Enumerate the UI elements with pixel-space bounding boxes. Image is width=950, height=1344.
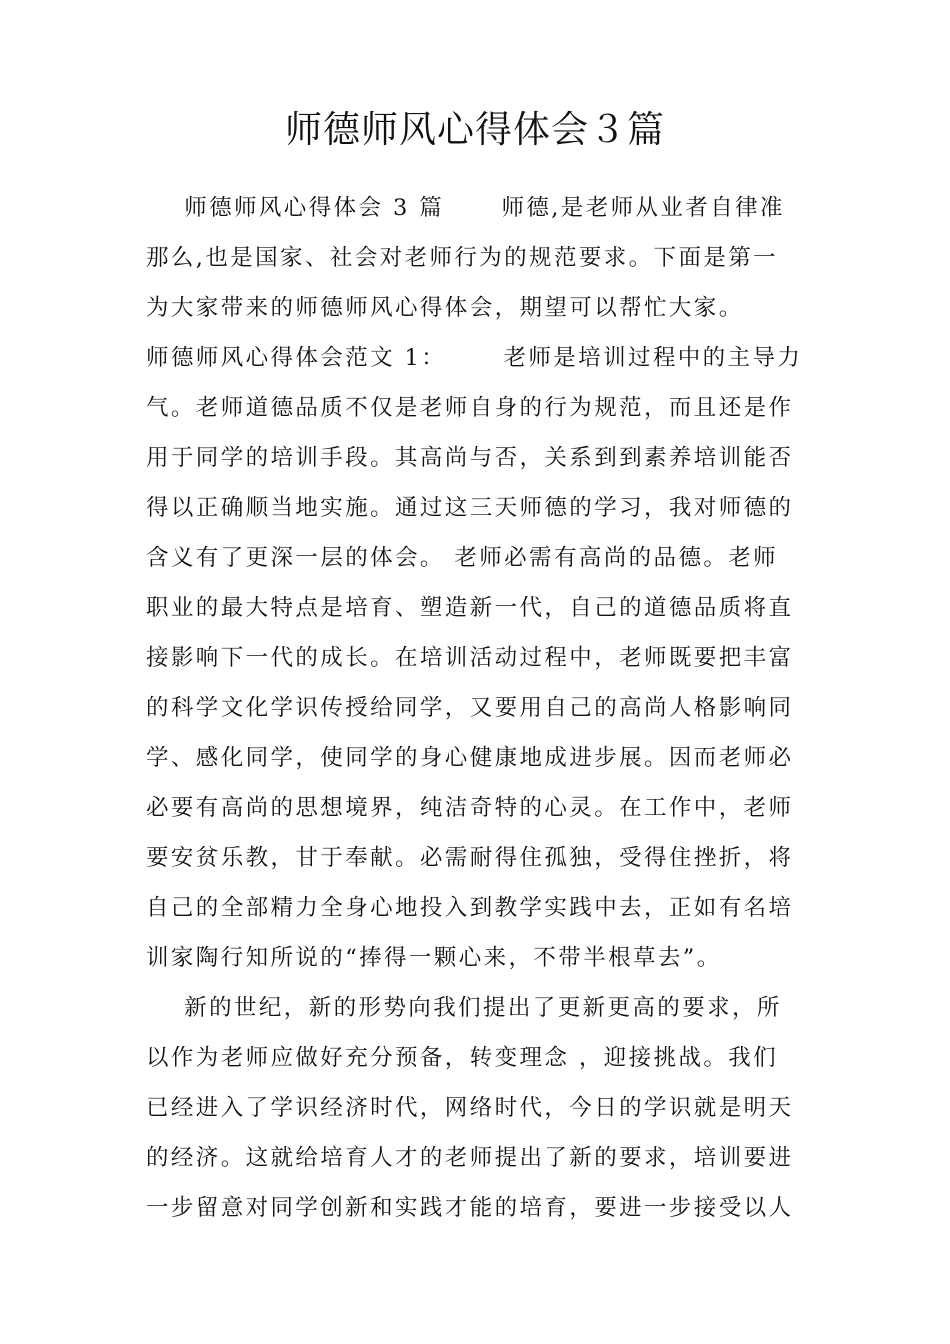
document-title: 师德师风心得体会３篇	[285, 108, 665, 151]
body-line: 必要有高尚的思想境界，纯洁奇特的心灵。在工作中，老师	[146, 795, 794, 821]
body-line: 一步留意对同学创新和实践才能的培育，要进一步接受以人	[146, 1195, 794, 1221]
body-line: 师德师风心得体会范文 1： 老师是培训过程中的主导力	[146, 345, 803, 371]
body-line: 气。老师道德品质不仅是老师自身的行为规范，而且还是作	[146, 395, 794, 421]
body-line: 训家陶行知所说的“捧得一颗心来，不带半根草去”。	[146, 945, 722, 971]
body-line: 为大家带来的师德师风心得体会，期望可以帮忙大家。	[146, 295, 744, 321]
body-line: 的科学文化学识传授给同学，又要用自己的高尚人格影响同	[146, 695, 794, 721]
body-line: 那么,也是国家、社会对老师行为的规范要求。下面是第一	[146, 245, 779, 271]
body-line: 的经济。这就给培育人才的老师提出了新的要求，培训要进	[146, 1145, 794, 1171]
body-line: 新的世纪，新的形势向我们提出了更新更高的要求，所	[146, 995, 782, 1021]
body-line: 得以正确顺当地实施。通过这三天师德的学习，我对师德的	[146, 495, 794, 521]
body-line: 学、感化同学，使同学的身心健康地成进步展。因而老师必	[146, 745, 794, 771]
body-line: 师德师风心得体会 3 篇 师德,是老师从业者自律准	[146, 195, 785, 221]
body-line: 要安贫乐教，甘于奉献。必需耐得住孤独，受得住挫折，将	[146, 845, 794, 871]
body-line: 用于同学的培训手段。其高尚与否，关系到到素养培训能否	[146, 445, 794, 471]
body-line: 已经进入了学识经济时代，网络时代，今日的学识就是明天	[146, 1095, 794, 1121]
body-line: 自己的全部精力全身心地投入到教学实践中去，正如有名培	[146, 895, 794, 921]
body-line: 职业的最大特点是培育、塑造新一代，自己的道德品质将直	[146, 595, 794, 621]
body-line: 以作为老师应做好充分预备，转变理念 ，迎接挑战。我们	[146, 1045, 779, 1071]
body-line: 接影响下一代的成长。在培训活动过程中，老师既要把丰富	[146, 645, 794, 671]
body-line: 含义有了更深一层的体会。 老师必需有高尚的品德。老师	[146, 545, 779, 571]
